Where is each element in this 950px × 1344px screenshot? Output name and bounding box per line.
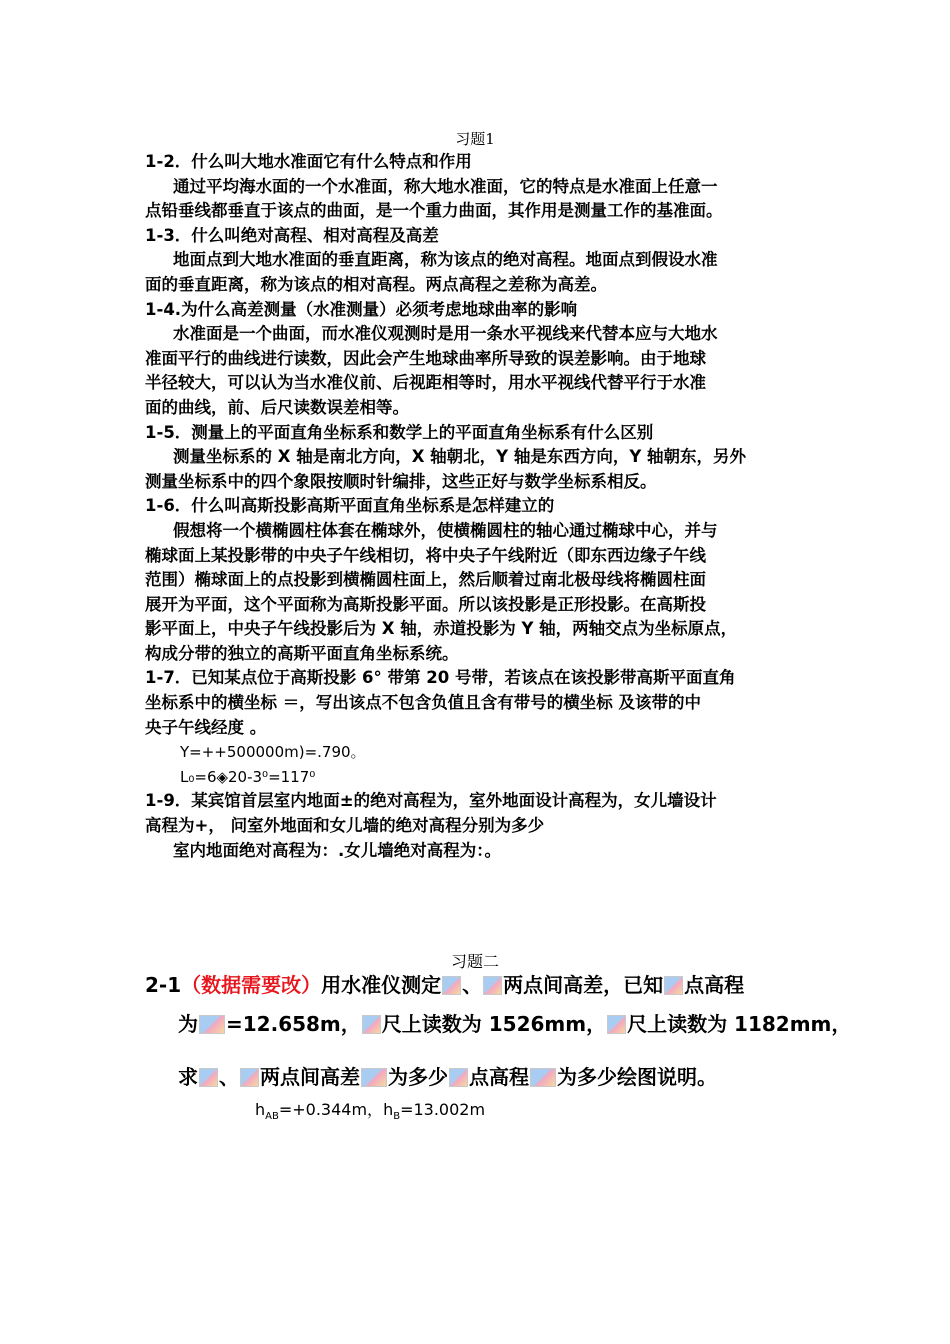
- text-fragment: 点高程: [469, 1065, 529, 1089]
- text-line: 影平面上，中央子午线投影后为 X 轴，赤道投影为 Y 轴，两轴交点为坐标原点，: [145, 619, 738, 639]
- text-line: 点铅垂线都垂直于该点的曲面，是一个重力曲面，其作用是测量工作的基准面。: [145, 201, 723, 221]
- text-fragment: =12.658m，: [226, 1012, 361, 1036]
- text-line: 构成分带的独立的高斯平面直角坐标系统。: [145, 643, 459, 663]
- text-line: 椭球面上某投影带的中央子午线相切，将中央子午线附近（即东西边缘子午线: [145, 545, 706, 565]
- answer-2-1: [255, 1097, 485, 1122]
- text-line: 室内地面绝对高程为：.女儿墙绝对高程为：。: [173, 840, 502, 860]
- text-fragment: 用水准仪测定: [321, 973, 442, 997]
- text-fragment: 两点间高差，已知: [503, 973, 664, 997]
- text-line: 面的垂直距离，称为该点的相对高程。两点高程之差称为高差。: [145, 274, 607, 294]
- text-line: 半径较大，可以认为当水准仪前、后视距相等时，用水平视线代替平行于水准: [145, 373, 706, 393]
- text-line: 1-2．什么叫大地水准面它有什么特点和作用: [145, 152, 472, 171]
- text-line: 高程为+， 问室外地面和女儿墙的绝对高程分别为多少: [145, 816, 545, 836]
- text-fragment: 点高程: [684, 973, 745, 997]
- exercise-1-title: 习题1: [455, 130, 495, 148]
- h-b-subscript: B: [393, 1111, 401, 1123]
- text-line: 1-7．已知某点位于高斯投影 6° 带第 20 号带，若该点在该投影带高斯平面直角: [145, 668, 736, 688]
- revision-note: （数据需要改）: [181, 973, 322, 997]
- text-line: L₀=6◈20-3⁰=117⁰: [180, 767, 316, 786]
- text-fragment: 、: [462, 973, 483, 997]
- question-2-1-line-3: [145, 1046, 845, 1108]
- text-line: 假想将一个横椭圆柱体套在椭球外，使横椭圆柱的轴心通过椭球中心，并与: [173, 520, 718, 540]
- exercise-2-body: [145, 968, 852, 1108]
- text-line: 范围）椭球面上的点投影到横椭圆柱面上，然后顺着过南北极母线将椭圆柱面: [145, 570, 706, 590]
- text-line: 央子午线经度 。: [145, 717, 267, 737]
- h-ab-label: h: [255, 1100, 266, 1119]
- text-fragment: 为: [178, 1012, 198, 1036]
- broken-image-icon: [449, 1068, 468, 1087]
- text-line: 通过平均海水面的一个水准面，称大地水准面，它的特点是水准面上任意一: [173, 176, 718, 196]
- text-line: 水准面是一个曲面，而水准仪观测时是用一条水平视线来代替本应与大地水: [173, 324, 718, 344]
- text-fragment: 为多少绘图说明。: [557, 1065, 717, 1089]
- text-line: 准面平行的曲线进行读数，因此会产生地球曲率所导致的误差影响。由于地球: [145, 348, 706, 368]
- text-fragment: 两点间高差: [260, 1065, 360, 1089]
- text-line: 测量坐标系中的四个象限按顺时针编排，这些正好与数学坐标系相反。: [145, 471, 657, 491]
- text-line: 1-5．测量上的平面直角坐标系和数学上的平面直角坐标系有什么区别: [145, 422, 654, 442]
- text-line: 地面点到大地水准面的垂直距离，称为该点的绝对高程。地面点到假设水准: [173, 250, 718, 270]
- text-line: 1-3．什么叫绝对高程、相对高程及高差: [145, 225, 439, 245]
- question-number: 2-1: [145, 973, 182, 997]
- text-line: 测量坐标系的 X 轴是南北方向，X 轴朝北，Y 轴是东西方向，Y 轴朝东，另外: [173, 447, 747, 467]
- broken-image-icon: [530, 1068, 556, 1087]
- broken-image-icon: [361, 1068, 387, 1087]
- broken-image-icon: [362, 1015, 381, 1034]
- text-fragment: 尺上读数为 1526mm，: [381, 1012, 607, 1036]
- exercise-2-title: 习题二: [450, 952, 499, 971]
- broken-image-icon: [199, 1015, 225, 1034]
- question-2-1-line-1: [145, 968, 845, 1002]
- text-line: Y=++500000m)=.790。: [180, 743, 366, 762]
- text-line: 展开为平面，这个平面称为高斯投影平面。所以该投影是正形投影。在高斯投: [145, 594, 706, 614]
- h-b-value: =13.002m: [400, 1100, 486, 1119]
- text-line: 1-9．某宾馆首层室内地面±的绝对高程为，室外地面设计高程为，女儿墙设计: [145, 791, 717, 811]
- text-fragment: 、: [219, 1065, 239, 1089]
- text-fragment: 尺上读数为 1182mm，: [627, 1012, 852, 1036]
- broken-image-icon: [483, 976, 502, 995]
- broken-image-icon: [240, 1068, 259, 1087]
- exercise-1-body: [145, 150, 825, 863]
- text-line: 面的曲线，前、后尺读数误差相等。: [145, 397, 409, 417]
- text-fragment: 求: [178, 1065, 198, 1089]
- text-line: 1-4.为什么高差测量（水准测量）必须考虑地球曲率的影响: [145, 299, 578, 319]
- broken-image-icon: [607, 1015, 626, 1034]
- question-2-1-line-2: [145, 1002, 852, 1046]
- text-line: 1-6．什么叫高斯投影高斯平面直角坐标系是怎样建立的: [145, 496, 555, 516]
- h-ab-subscript: AB: [265, 1111, 279, 1123]
- text-line: 坐标系中的横坐标 ＝，写出该点不包含负值且含有带号的横坐标 及该带的中: [145, 693, 701, 713]
- broken-image-icon: [199, 1068, 218, 1087]
- h-b-label: h: [383, 1100, 394, 1119]
- h-ab-value: =+0.344m，: [278, 1100, 384, 1119]
- broken-image-icon: [442, 976, 461, 995]
- broken-image-icon: [664, 976, 683, 995]
- text-fragment: 为多少: [388, 1065, 448, 1089]
